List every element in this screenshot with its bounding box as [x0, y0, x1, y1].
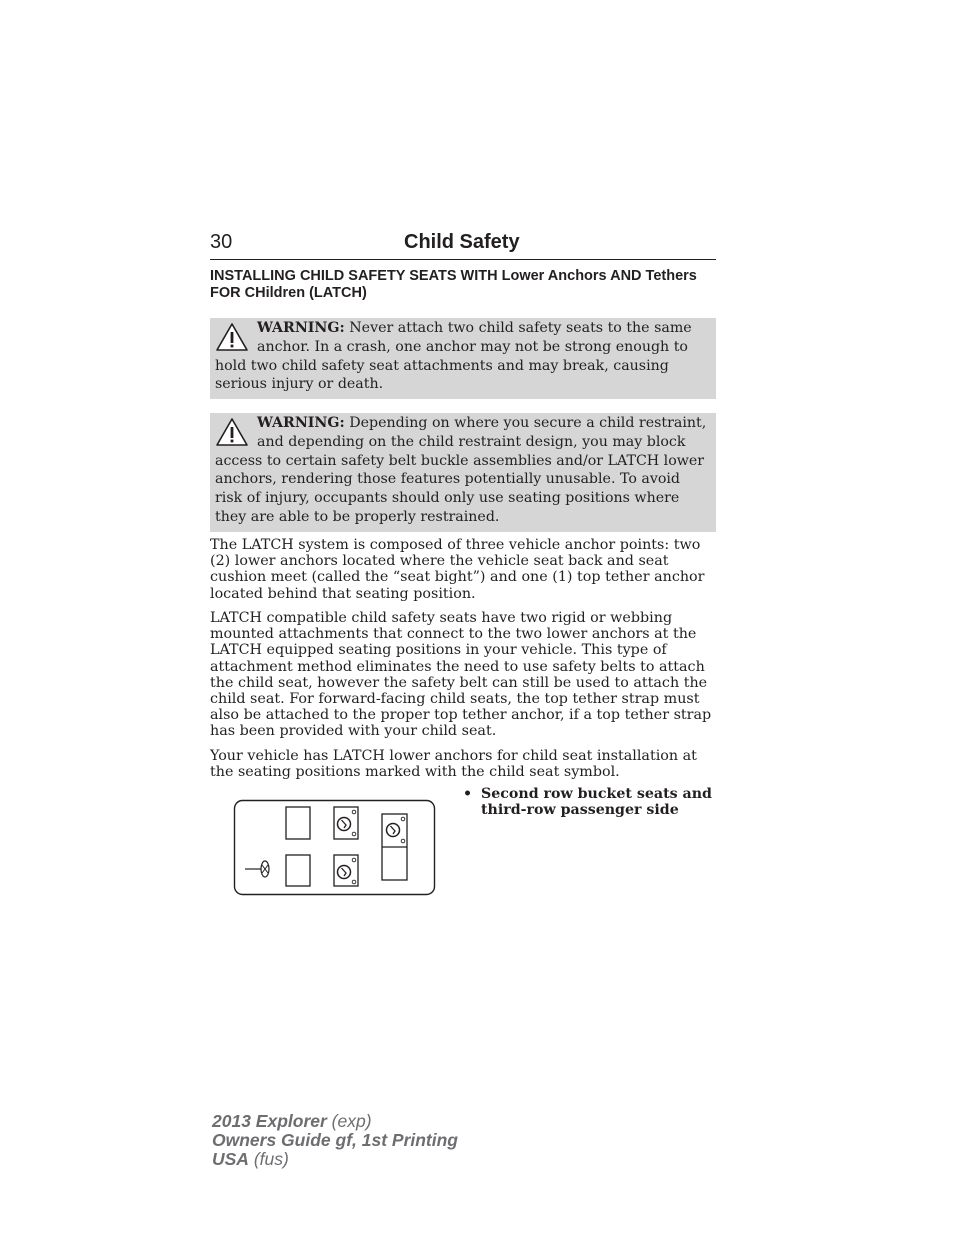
page-header	[210, 229, 716, 260]
footer-line-guide	[212, 1131, 458, 1150]
front-passenger-seat	[286, 807, 310, 839]
seating-diagram	[233, 799, 437, 897]
child-seat-icon	[387, 824, 400, 837]
footer-model-code: (exp)	[331, 1111, 372, 1131]
body-paragraph: Your vehicle has LATCH lower anchors for child seat installation at the seating positions marked with the child seat symbol.	[210, 748, 697, 781]
third-row-bench-seat	[382, 814, 407, 880]
bullet-dot: •	[463, 786, 473, 802]
warning-label: WARNING:	[257, 415, 345, 431]
warning-text: Never attach two child safety seats to the same anchor. In a crash, one anchor may not be strong enough to hold two child safety seat attachments and may break, causing serious injury or death.	[215, 320, 692, 393]
warning-label: WARNING:	[257, 320, 345, 336]
child-seat-icon	[338, 866, 351, 879]
bullet-text: Second row bucket seats and third-row passenger side	[481, 786, 712, 819]
warning-triangle-icon	[215, 417, 249, 447]
driver-seat	[286, 855, 310, 886]
second-row-driver-side-seat-latch	[334, 855, 358, 886]
footer-model: 2013 Explorer	[212, 1111, 327, 1131]
steering-wheel-icon	[245, 861, 269, 877]
second-row-passenger-seat-latch	[334, 807, 358, 839]
chapter-title: Child Safety	[404, 231, 520, 253]
page-number: 30	[210, 231, 233, 253]
child-seat-icon	[338, 818, 351, 831]
warning-text: Depending on where you secure a child restraint, and depending on the child restraint design, you may block access to certain safety belt buckle assemblies and/or LATCH lower anchors, rendering those features potentially unusable. To avoid risk of injury, occupants should only use seating positions where they are able to be properly restrained.	[215, 415, 707, 525]
footer-line-model	[212, 1112, 458, 1131]
body-paragraph: The LATCH system is composed of three vehicle anchor points: two (2) lower anchors located where the vehicle seat back and seat cushion meet (called the “seat bight”) and one (1) top tether anchor located behind that seating position.	[210, 537, 705, 602]
page-footer	[212, 1112, 458, 1170]
footer-market: USA	[212, 1149, 249, 1170]
warning-triangle-icon	[215, 322, 249, 352]
warning-box	[210, 318, 716, 399]
footer-line-market	[212, 1150, 458, 1169]
footer-guide: Owners Guide gf, 1st Printing	[212, 1130, 458, 1151]
footer-market-code: (fus)	[253, 1149, 289, 1170]
body-paragraph: LATCH compatible child safety seats have two rigid or webbing mounted attachments that connect to the two lower anchors at the LATCH equipped seating positions in your vehicle. This type of attachment method eliminates the need to use safety belts to attach the child seat, however the safety belt can still be used to attach the child seat. For forward-facing child seats, the top tether strap must also be attached to the proper top tether anchor, if a top tether strap has been provided with your child seat.	[210, 610, 712, 740]
section-heading: INSTALLING CHILD SAFETY SEATS WITH Lower Anchors AND Tethers FOR CHildren (LATCH)	[210, 268, 697, 301]
warning-box	[210, 413, 716, 532]
